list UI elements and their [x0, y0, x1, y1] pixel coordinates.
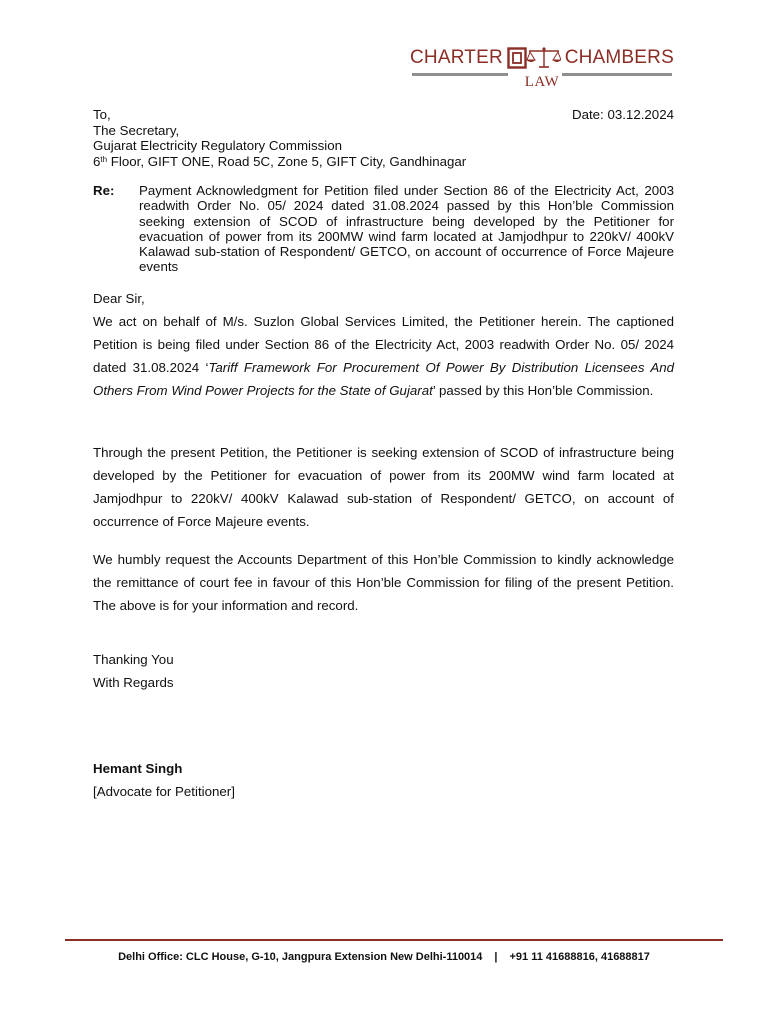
footer-divider [65, 939, 723, 941]
recipient-org: Gujarat Electricity Regulatory Commission [93, 138, 343, 153]
paragraph-1 [93, 310, 674, 402]
recipient-address [93, 107, 466, 169]
footer-separator: | [494, 951, 498, 963]
recipient-title: The Secretary, [93, 122, 180, 138]
recipient-street [93, 154, 466, 170]
footer-phone: +91 11 41688816, 41688817 [509, 951, 650, 963]
floor-suffix: th [100, 154, 108, 164]
paragraph-3: We humbly request the Accounts Department of this Hon’ble Commission to kindly acknowledge the remittance of court fee in favour of this Hon’ble Commission for filing of the present Petition. The above is for your information and record. [93, 552, 674, 613]
paragraph-2: Through the present Petition, the Petitioner is seeking extension of SCOD of infrastructure being developed by the Petitioner for evacuation of power from its 200MW wind farm located at Jamjodhpur to 220kV/ 400kV Kalawad sub-station of Respondent/ GETCO, on account of occurrence of Force Majeure events. [93, 445, 674, 529]
footer [0, 951, 768, 963]
paragraph-1-tail: ’ passed by this Hon’ble Commission. [432, 383, 654, 398]
closing [93, 648, 174, 694]
logo-word-charter: CHARTER [410, 47, 503, 68]
recipient-to: To, [93, 107, 111, 122]
letter-date: Date: 03.12.2024 [571, 107, 674, 122]
salutation: Dear Sir, [93, 291, 145, 306]
footer-office-address: Delhi Office: CLC House, G-10, Jangpura Extension New Delhi-110014 [118, 951, 483, 963]
logo-row [410, 46, 674, 70]
paragraph-1-lead: We act on behalf of M/s. Suzlon Global Services Limited, the Petitioner herein. The captioned Petition is being filed under Section 86 of the Electricity Act, 2003 readwith Order No. 05/ 2024 dated 31.08.2024 ‘ [93, 314, 674, 375]
signatory-name: Hemant Singh [93, 761, 183, 776]
scales-of-justice-icon [507, 46, 561, 70]
recipient-address-line: Floor, GIFT ONE, Road 5C, Zone 5, GIFT City, Gandhinagar [107, 153, 467, 169]
letterhead-logo [410, 46, 674, 92]
paragraph-1-italic-title: Tariff Framework For Procurement Of Power By Distribution Licensees And Others From Wind Power Projects for the State of Gujarat [93, 360, 674, 398]
logo-word-chambers: CHAMBERS [564, 47, 674, 68]
floor-number: 6 [93, 153, 101, 169]
closing-regards: With Regards [93, 675, 174, 690]
signatory-role: [Advocate for Petitioner] [93, 784, 235, 799]
subject-text: Payment Acknowledgment for Petition filed under Section 86 of the Electricity Act, 2003 readwith Order No. 05/ 2024 dated 31.08.2024 passed by this Hon’ble Commission seeking extension of SCOD of infrastructure being developed by the Petitioner for evacuation of power from its 200MW wind farm located at Jamjodhpur to 220kV/ 400kV Kalawad sub-station of Respondent/ GETCO, on account of occurrence of Force Majeure events [139, 183, 674, 275]
closing-thanks: Thanking You [93, 652, 174, 667]
logo-word-law: LAW [524, 74, 560, 90]
subject-label: Re: [93, 183, 115, 198]
